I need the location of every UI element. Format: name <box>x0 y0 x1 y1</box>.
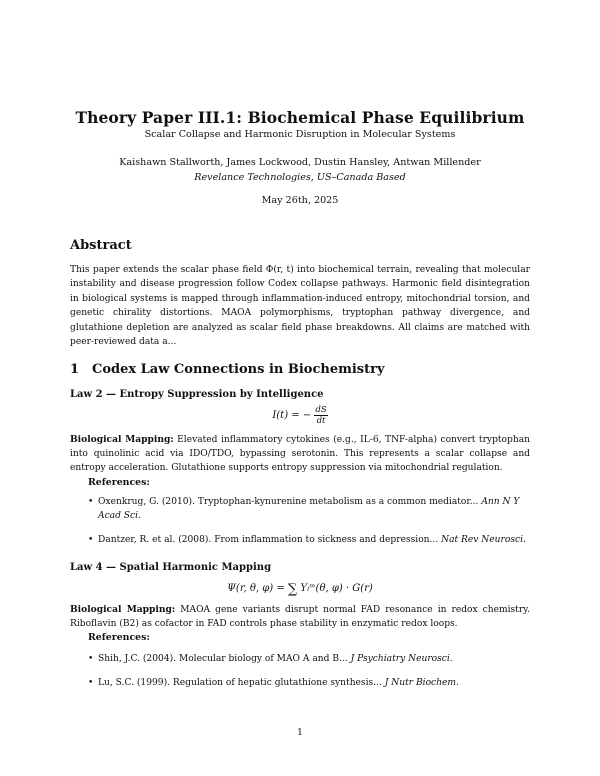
reference-journal: J Psychiatry Neurosci. <box>350 654 453 664</box>
law-2-mapping <box>70 433 530 476</box>
law-2-mapping-text: Elevated inflammatory cytokines (e.g., IL-6, TNF-alpha) convert tryptophan into quinolinic acid via IDO/TDO, bypassing serotonin. This represents a scalar collapse and entropy acceleration. Glutathione supports entropy suppression via mitochondrial regulation. <box>70 435 530 474</box>
section-number: 1 <box>70 362 80 377</box>
reference-item <box>88 652 530 666</box>
reference-item <box>88 495 530 523</box>
reference-text: Shih, J.C. (2004). Molecular biology of MAO A and B... <box>98 654 348 664</box>
law-4-mapping-label: Biological Mapping: <box>70 604 176 615</box>
abstract-heading: Abstract <box>70 238 132 253</box>
law-2-equation-denominator: dt <box>316 416 326 426</box>
law-4-equation-rhs: Yₗᵐ(θ, φ) · G(r) <box>300 583 373 594</box>
law-4-references-heading: References: <box>88 632 150 643</box>
law-2-references-heading: References: <box>88 477 150 488</box>
abstract-text: This paper extends the scalar phase field Φ(r, t) into biochemical terrain, revealing that molecular instability and disease progression follow Codex collapse pathways. Harmonic field disintegration in biological systems is mapped through inflammation-induced entropy, mitochondrial torsion, and genetic chirality distortions. MAOA polymorphisms, tryptophan pathway divergence, and glutathione depletion are analyzed as scalar field phase breakdowns. All claims are matched with peer-reviewed data a... <box>70 265 530 348</box>
law-4-equation-lhs: Ψ(r, θ, φ) = <box>227 583 285 594</box>
author-list: Kaishawn Stallworth, James Lockwood, Dustin Hansley, Antwan Millender <box>119 157 481 168</box>
reference-text: Lu, S.C. (1999). Regulation of hepatic glutathione synthesis... <box>98 678 382 688</box>
law-2-mapping-label: Biological Mapping: <box>70 434 174 445</box>
reference-text: Oxenkrug, G. (2010). Tryptophan-kynurenine metabolism as a common mediator... <box>98 497 479 507</box>
reference-journal: J Nutr Biochem. <box>384 678 459 688</box>
reference-item <box>88 676 530 690</box>
publication-date: May 26th, 2025 <box>261 195 339 206</box>
law-4-mapping-text: MAOA gene variants disrupt normal FAD resonance in redox chemistry. Riboflavin (B2) as cofactor in FAD controls phase stability in enzymatic redox loops. <box>70 605 531 630</box>
paper-subtitle: Scalar Collapse and Harmonic Disruption in Molecular Systems <box>144 129 456 140</box>
bullet-icon: • <box>88 497 94 507</box>
summation-symbol: ∑ <box>287 582 298 597</box>
law-2-equation-lhs: I(t) = − <box>272 410 312 421</box>
page-number: 1 <box>297 727 303 738</box>
law-2-equation-numerator: dS <box>315 405 327 415</box>
section-heading <box>70 362 385 377</box>
bullet-icon: • <box>88 654 94 664</box>
bullet-icon: • <box>88 535 94 545</box>
law-4-equation <box>70 582 530 597</box>
bullet-icon: • <box>88 678 94 688</box>
reference-journal: Nat Rev Neurosci. <box>441 535 526 545</box>
law-4-mapping <box>70 603 530 631</box>
law-2-equation-fraction <box>314 405 327 426</box>
reference-journal: Ann N Y Acad Sci. <box>98 497 520 522</box>
reference-text: Dantzer, R. et al. (2008). From inflammation to sickness and depression... <box>98 535 439 545</box>
affiliation: Revelance Technologies, US–Canada Based <box>194 172 406 183</box>
law-4-heading: Law 4 — Spatial Harmonic Mapping <box>70 562 272 573</box>
paper-page <box>70 0 530 776</box>
paper-title: Theory Paper III.1: Biochemical Phase Equilibrium <box>75 108 525 127</box>
law-2-equation <box>70 405 530 426</box>
reference-item <box>88 533 530 547</box>
law-2-heading: Law 2 — Entropy Suppression by Intelligence <box>70 389 324 400</box>
section-title: Codex Law Connections in Biochemistry <box>92 362 385 377</box>
